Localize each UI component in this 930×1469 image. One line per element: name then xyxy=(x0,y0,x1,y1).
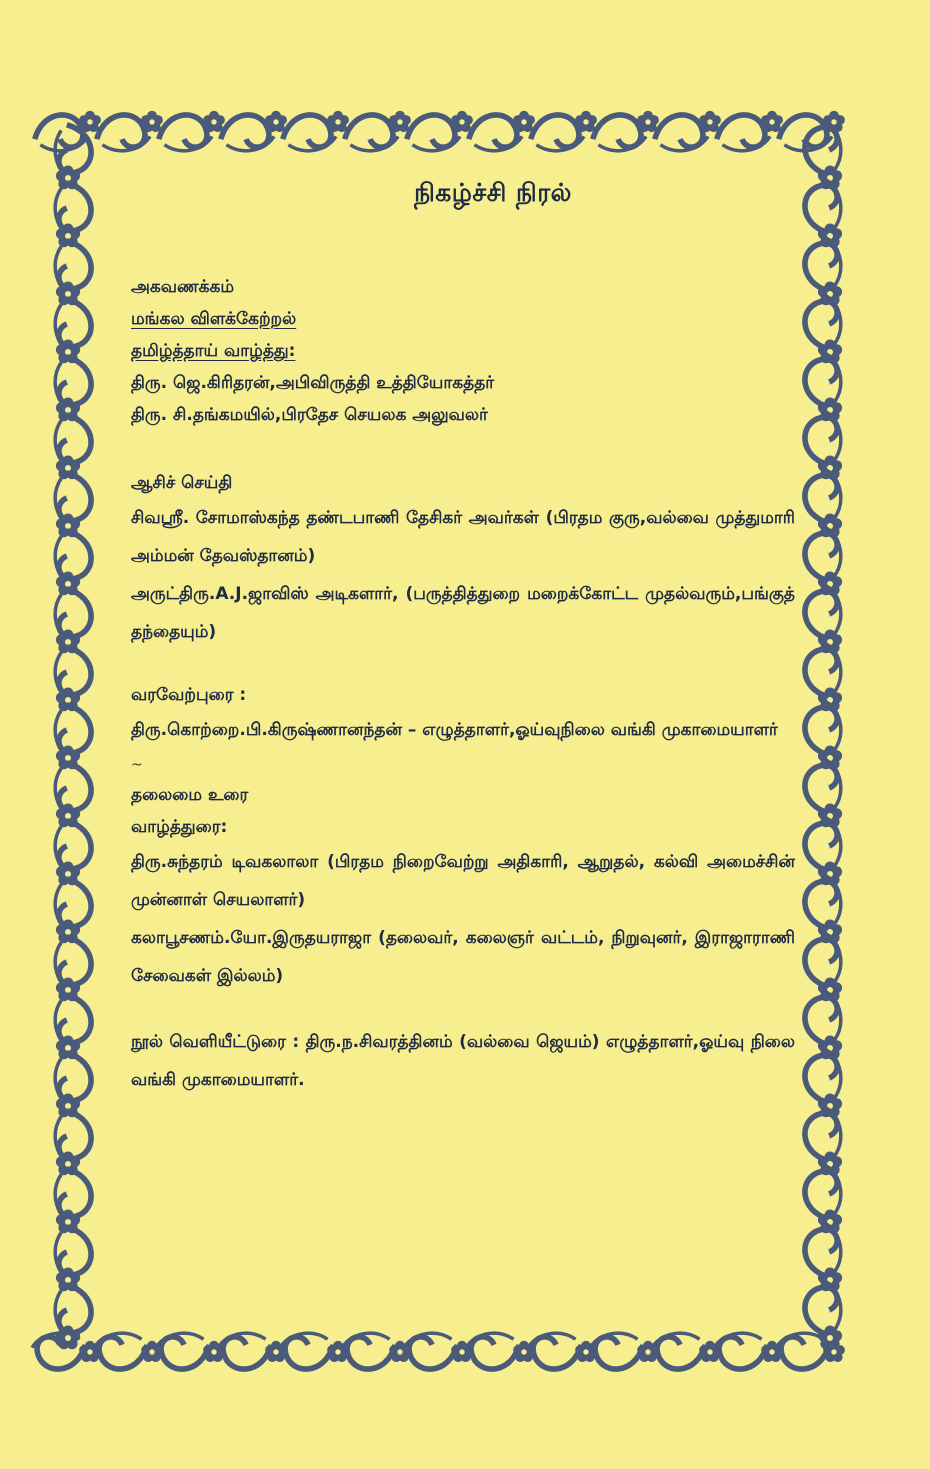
item-tamil-anthem: தமிழ்த்தாய் வாழ்த்து: xyxy=(131,341,296,361)
blessing-heading: ஆசிச் செய்தி xyxy=(131,473,233,493)
blessing-para-2: அருட்திரு.A.J.ஜாவிஸ் அடிகளார், (பருத்தித்துறை மறைக்கோட்ட முதல்வரும்,பங்குத் தந்தையும்) xyxy=(131,584,795,642)
stray-mark: ~ xyxy=(131,757,143,773)
programme-title: நிகழ்ச்சி நிரல் xyxy=(414,178,572,207)
greetings-heading: வாழ்த்துரை: xyxy=(131,817,228,837)
item-lamp-lighting: மங்கல விளக்கேற்றல் xyxy=(131,309,297,329)
anthem-person-1: திரு. ஜெ.கிரிதரன்,அபிவிருத்தி உத்தியோகத்தர் xyxy=(131,373,495,393)
welcome-para: திரு.கொற்றை.பி.கிருஷ்ணானந்தன் – எழுத்தாளர்,ஓய்வுநிலை வங்கி முகாமையாளர் xyxy=(131,720,778,740)
presidency-heading: தலைமை உரை xyxy=(131,785,249,805)
border-top xyxy=(35,100,845,156)
blessing-para-1: சிவஸ்ரீ. சோமாஸ்கந்த தண்டபாணி தேசிகர் அவர்கள் (பிரதம குரு,வல்வை முத்துமாரி அம்மன் தேவஸ்தானம்) xyxy=(131,508,795,566)
welcome-heading: வரவேற்புரை : xyxy=(131,685,247,705)
greetings-para-1: திரு.சுந்தரம் டிவகலாலா (பிரதம நிறைவேற்று அதிகாரி, ஆறுதல், கல்வி அமைச்சின் முன்னாள் செயலாளர்) xyxy=(131,852,795,910)
programme-content xyxy=(131,170,795,1300)
release-para: நூல் வெளியீட்டுரை : திரு.ந.சிவரத்தினம் (வல்வை ஜெயம்) எழுத்தாளர்,ஓய்வு நிலை வங்கி முகாமையாளர். xyxy=(131,1032,795,1090)
border-left xyxy=(55,125,91,1349)
anthem-person-2: திரு. சி.தங்கமயில்,பிரதேச செயலக அலுவலர் xyxy=(131,405,488,425)
item-invocation: அகவணக்கம் xyxy=(131,277,235,297)
greetings-para-2: கலாபூசணம்.யோ.இருதயராஜா (தலைவர், கலைஞர் வட்டம், நிறுவுனர், இராஜாராணி சேவைகள் இல்லம்) xyxy=(131,928,795,986)
border-bottom xyxy=(32,1333,845,1369)
border-right xyxy=(805,122,842,1349)
